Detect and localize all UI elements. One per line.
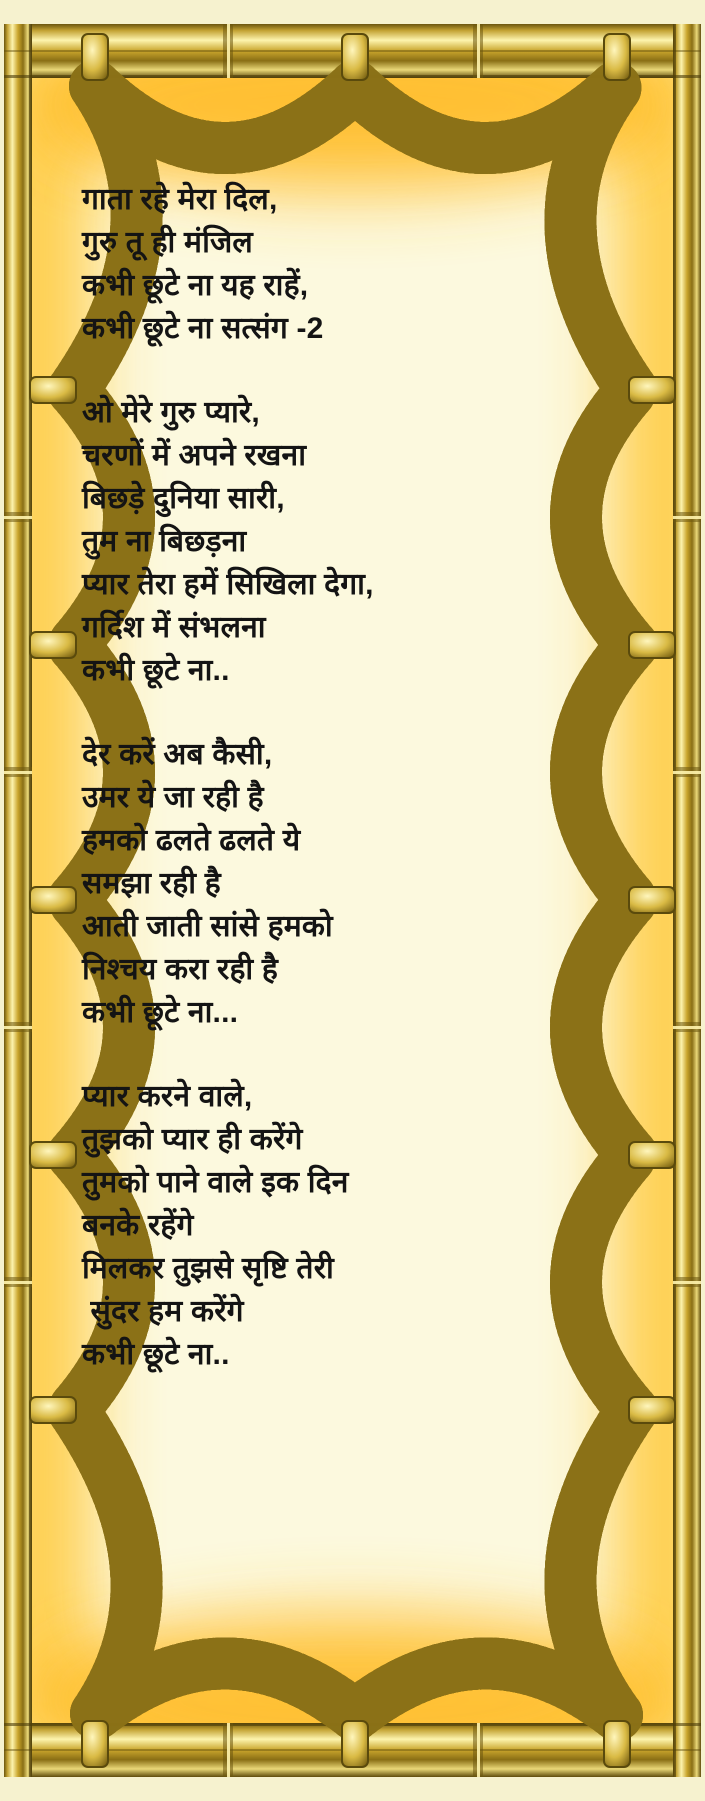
stanza [82,178,374,350]
poem-line: तुमको पाने वाले इक दिन [82,1166,349,1199]
poem-line: आती जाती सांसे हमको [82,910,333,943]
stanza [82,1075,374,1376]
poem-line: तुझको प्यार ही करेंगे [82,1123,303,1156]
stanza [82,733,374,1034]
poem-line: चरणों में अपने रखना [82,439,307,472]
poem-line: कभी छूटे ना सत्संग -2 [82,312,324,345]
poem-line: निश्चय करा रही है [82,953,279,986]
poem-line: सुंदर हम करेंगे [82,1295,244,1328]
poem-line: समझा रही है [82,867,221,900]
poem-line: ओ मेरे गुरु प्यारे, [82,396,260,429]
poem-line: बनके रहेंगे [82,1209,194,1242]
poem-line: देर करें अब कैसी, [82,738,273,771]
poem-line: गाता रहे मेरा दिल, [82,183,278,216]
stanza [82,391,374,692]
poem-line: कभी छूटे ना.. [82,654,230,687]
poem-line: तुम ना बिछड़ना [82,525,247,558]
poem-line: बिछड़े दुनिया सारी, [82,482,285,515]
poem-line: मिलकर तुझसे सृष्टि तेरी [82,1252,334,1285]
poem-line: गुरु तू ही मंजिल [82,226,253,259]
poem-line: प्यार करने वाले, [82,1080,253,1113]
poem-line: कभी छूटे ना.. [82,1338,230,1371]
poem-line: कभी छूटे ना... [82,996,239,1029]
poem-line: कभी छूटे ना यह राहें, [82,269,309,302]
poem-line: उमर ये जा रही है [82,781,264,814]
poem-line: गर्दिश में संभलना [82,611,266,644]
poem-line: हमको ढलते ढलते ये [82,824,301,857]
poem-line: प्यार तेरा हमें सिखिला देगा, [82,568,374,601]
poem [82,178,374,1417]
